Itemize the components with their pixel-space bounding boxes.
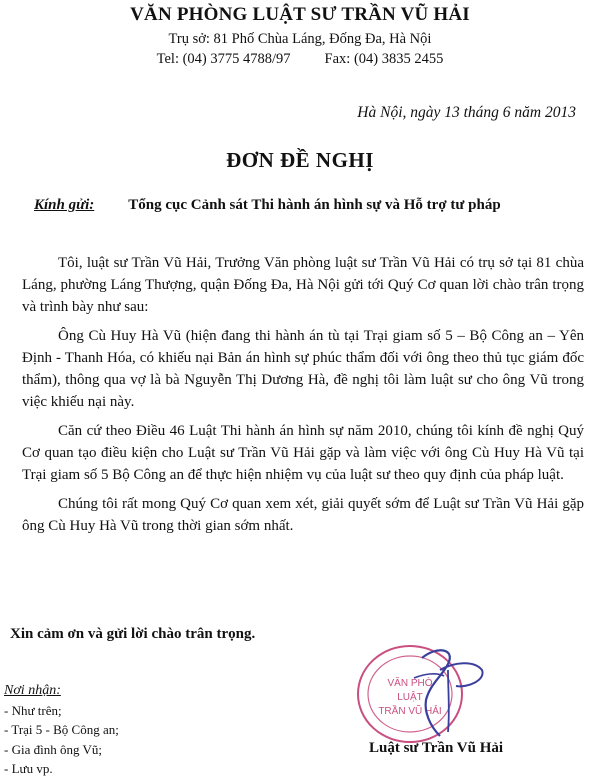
closing-line: Xin cảm ơn và gửi lời chào trân trọng. (10, 626, 256, 642)
office-tel: Tel: (04) 3775 4788/97 (156, 51, 291, 67)
recipient-label: Kính gửi: (34, 197, 95, 213)
recipients-list (4, 701, 119, 779)
body-text (22, 252, 584, 544)
body-paragraph: Căn cứ theo Điều 46 Luật Thi hành án hình sự năm 2010, chúng tôi kính đề nghị Quý Cơ quan tạo điều kiện cho Luật sư Trần Vũ Hải gặp và làm việc với ông Cù Huy Hà Vũ tại Trại giam số 5 Bộ Công an để thực hiện nhiệm vụ của luật sư theo quy định của pháp luật. (22, 423, 584, 483)
office-seal-stamp (344, 640, 492, 746)
seal-text-line: LUẬT (397, 692, 423, 703)
seal-text-line: TRẦN VŨ HẢI (378, 706, 442, 717)
recipients-block (4, 681, 119, 779)
recipient-list-item: - Như trên; (4, 702, 62, 718)
body-paragraph: Ông Cù Huy Hà Vũ (hiện đang thi hành án tù tại Trại giam số 5 – Bộ Công an – Yên Định - Thanh Hóa, có khiếu nại Bản án hình sự phúc thẩm đối với ông theo thủ tục giám đốc thẩm), thông qua vợ là bà Nguyễn Thị Dương Hà, đề nghị tôi làm luật sư cho ông Vũ trong việc khiếu nại này. (22, 328, 584, 410)
office-address: Trụ sở: 81 Phố Chùa Láng, Đống Đa, Hà Nội (168, 31, 432, 47)
signer-name: Luật sư Trần Vũ Hải (369, 740, 504, 756)
recipient-list-item: - Lưu vp. (4, 761, 53, 776)
seal-text-line: VĂN PHÒ (387, 678, 433, 689)
recipient-name: Tổng cục Cảnh sát Thi hành án hình sự và Hỗ trợ tư pháp (128, 197, 501, 213)
office-name: VĂN PHÒNG LUẬT SƯ TRẦN VŨ HẢI (130, 4, 470, 25)
date-line: Hà Nội, ngày 13 tháng 6 năm 2013 (357, 104, 576, 121)
recipients-title: Nơi nhận: (4, 683, 61, 698)
office-fax: Fax: (04) 3835 2455 (324, 51, 444, 67)
recipient-row (34, 197, 594, 214)
office-contact (0, 51, 600, 68)
handwritten-signature (414, 650, 483, 736)
body-paragraph: Tôi, luật sư Trần Vũ Hải, Trưởng Văn phòng luật sư Trần Vũ Hải có trụ sở tại 81 chùa Láng, phường Láng Thượng, quận Đống Đa, Hà Nội gửi tới Quý Cơ quan lời chào trân trọng và trình bày như sau: (22, 255, 584, 315)
document-title: ĐƠN ĐỀ NGHỊ (226, 148, 374, 172)
recipient-list-item: - Trại 5 - Bộ Công an; (4, 722, 119, 737)
body-paragraph: Chúng tôi rất mong Quý Cơ quan xem xét, giải quyết sớm để Luật sư Trần Vũ Hải gặp ông Cù Huy Hà Vũ trong thời gian sớm nhất. (22, 496, 584, 534)
recipient-list-item: - Gia đình ông Vũ; (4, 741, 102, 757)
